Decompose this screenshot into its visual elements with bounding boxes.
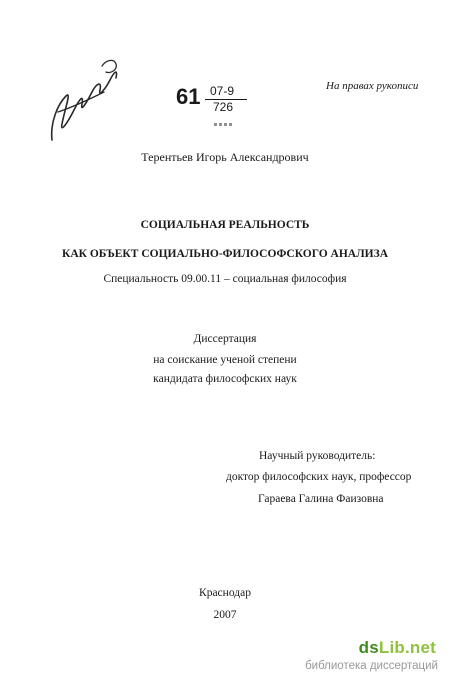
title-line-1: СОЦИАЛЬНАЯ РЕАЛЬНОСТЬ <box>140 219 310 231</box>
year: 2007 <box>213 609 237 621</box>
watermark-subtitle: библиотека диссертаций <box>305 660 438 672</box>
dissertation-line-3: кандидата философских наук <box>153 373 297 385</box>
watermark-logo <box>359 638 436 658</box>
dissertation-line-2: на соискание ученой степени <box>153 354 297 366</box>
archive-number: 61 <box>176 84 201 109</box>
archive-fraction-bottom: 726 <box>213 100 234 114</box>
watermark-logo-lib: Lib.net <box>378 638 436 657</box>
handwritten-signature <box>44 52 124 147</box>
supervisor-heading: Научный руководитель: <box>259 450 376 462</box>
author-name: Терентьев Игорь Александрович <box>141 150 309 164</box>
stamp-smudge <box>214 123 232 126</box>
specialty-line: Специальность 09.00.11 – социальная философия <box>103 273 347 285</box>
rights-note: На правах рукописи <box>326 80 419 92</box>
dissertation-line-1: Диссертация <box>193 333 257 345</box>
archive-fraction-top: 07-9 <box>210 84 235 98</box>
title-line-2: КАК ОБЪЕКТ СОЦИАЛЬНО-ФИЛОСОФСКОГО АНАЛИЗА <box>62 248 388 260</box>
supervisor-name: Гараева Галина Фаизовна <box>258 493 384 505</box>
supervisor-degree: доктор философских наук, профессор <box>226 471 412 483</box>
city: Краснодар <box>199 587 251 599</box>
watermark-logo-ds: ds <box>358 638 379 657</box>
